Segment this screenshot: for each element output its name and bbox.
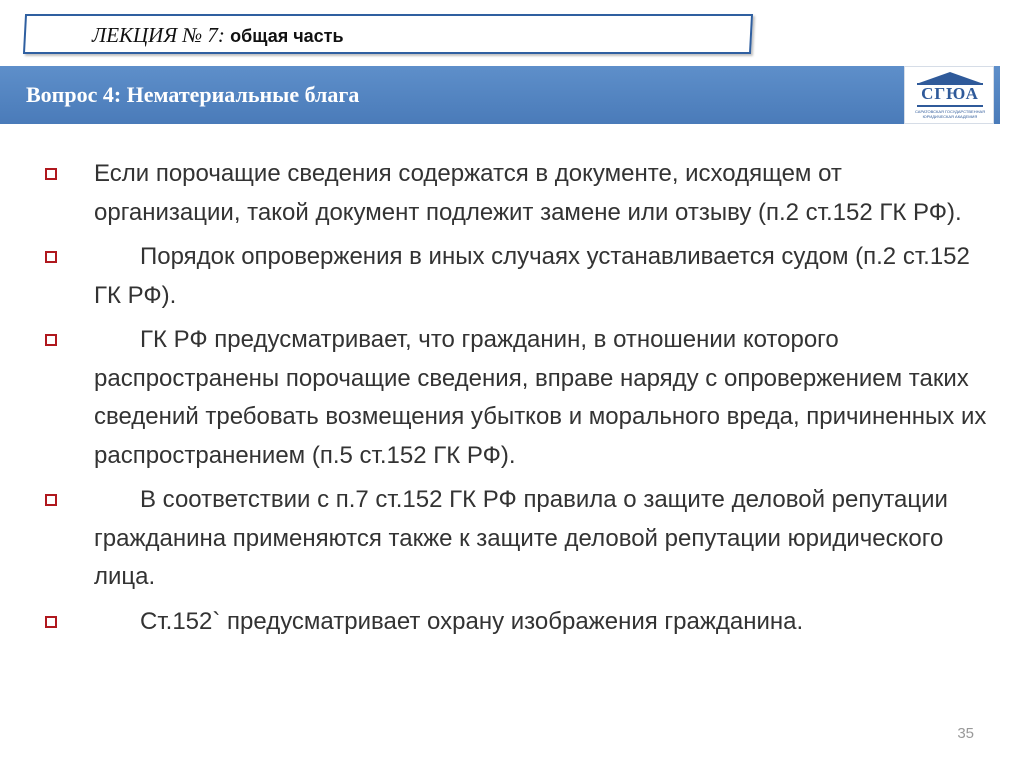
- square-bullet-icon: [45, 616, 57, 628]
- slide-title: Вопрос 4: Нематериальные блага: [26, 82, 360, 107]
- lecture-section: общая часть: [230, 26, 344, 46]
- bullet-text: Ст.152` предусматривает охрану изображения гражданина.: [140, 607, 804, 635]
- square-bullet-icon: [45, 334, 57, 346]
- bullet-item: [40, 238, 990, 315]
- lecture-label: [92, 22, 344, 48]
- bullet-list: [40, 155, 990, 647]
- bullet-text: Если порочащие сведения содержатся в документе, исходящем от организации, такой документ подлежит замене или отзыву (п.2 ст.152 ГК РФ).: [94, 160, 962, 226]
- square-bullet-icon: [45, 251, 57, 263]
- bullet-text: Порядок опровержения в иных случаях устанавливается судом (п.2 ст.152 ГК РФ).: [94, 243, 970, 309]
- sgua-logo: [904, 66, 994, 124]
- bullet-item: [40, 155, 990, 232]
- bullet-item: [40, 603, 990, 642]
- logo-subtitle: САРАТОВСКАЯ ГОСУДАРСТВЕННАЯ ЮРИДИЧЕСКАЯ АКАДЕМИЯ: [914, 109, 986, 119]
- logo-text: СГЮА: [921, 84, 979, 103]
- page-number: 35: [957, 725, 974, 742]
- bullet-text: В соответствии с п.7 ст.152 ГК РФ правила о защите деловой репутации гражданина применяются также к защите деловой репутации юридического лица.: [94, 486, 948, 590]
- square-bullet-icon: [45, 494, 57, 506]
- bullet-item: [40, 321, 990, 475]
- bullet-item: [40, 481, 990, 597]
- square-bullet-icon: [45, 168, 57, 180]
- lecture-number: ЛЕКЦИЯ № 7:: [92, 23, 225, 47]
- bullet-text: ГК РФ предусматривает, что гражданин, в отношении которого распространены порочащие сведения, вправе наряду с опровержением таких сведений требовать возмещения убытков и морального вреда, причиненных их распространением (п.5 ст.152 ГК РФ).: [94, 326, 987, 469]
